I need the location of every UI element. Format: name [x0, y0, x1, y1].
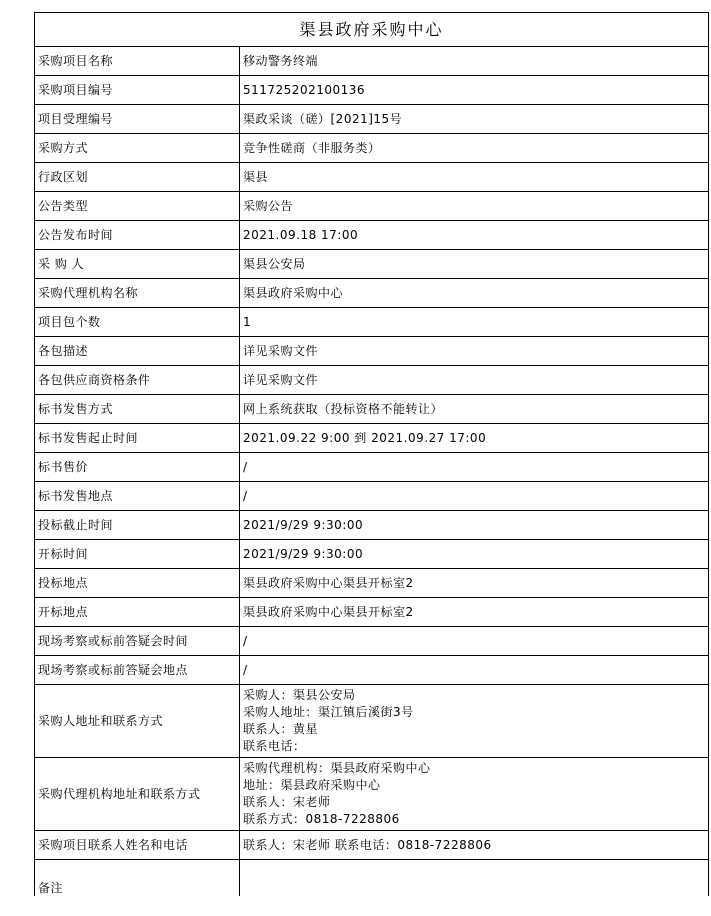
table-row — [35, 337, 709, 366]
row-value: 渠政采谈（磋）[2021]15号 — [240, 105, 709, 134]
purchaser-address: 采购人地址：渠江镇后溪街3号 — [243, 705, 414, 719]
row-value: 渠县政府采购中心渠县开标室2 — [240, 598, 709, 627]
row-label: 各包供应商资格条件 — [35, 366, 240, 395]
row-label: 公告发布时间 — [35, 221, 240, 250]
row-label: 采购代理机构地址和联系方式 — [35, 758, 240, 831]
agency-contact-row — [35, 758, 709, 831]
agency-address: 地址：渠县政府采购中心 — [243, 778, 381, 792]
row-value: 网上系统获取（投标资格不能转让） — [240, 395, 709, 424]
row-value: 2021.09.22 9:00 到 2021.09.27 17:00 — [240, 424, 709, 453]
row-label: 采购项目联系人姓名和电话 — [35, 831, 240, 860]
row-value: 渠县政府采购中心渠县开标室2 — [240, 569, 709, 598]
row-label: 项目包个数 — [35, 308, 240, 337]
row-label: 行政区划 — [35, 163, 240, 192]
row-value: / — [240, 627, 709, 656]
table-row — [35, 105, 709, 134]
row-label: 采购人地址和联系方式 — [35, 685, 240, 758]
row-label: 现场考察或标前答疑会地点 — [35, 656, 240, 685]
row-value: / — [240, 656, 709, 685]
table-row — [35, 47, 709, 76]
row-value: / — [240, 453, 709, 482]
table-row — [35, 656, 709, 685]
row-label: 开标地点 — [35, 598, 240, 627]
table-row — [35, 134, 709, 163]
row-label: 采购代理机构名称 — [35, 279, 240, 308]
row-value: 2021/9/29 9:30:00 — [240, 540, 709, 569]
agency-name: 采购代理机构：渠县政府采购中心 — [243, 761, 431, 775]
table-row — [35, 395, 709, 424]
purchaser-name: 采购人：渠县公安局 — [243, 688, 356, 702]
row-value: 采购公告 — [240, 192, 709, 221]
project-contact-row — [35, 831, 709, 860]
table-row — [35, 192, 709, 221]
table-row — [35, 453, 709, 482]
table-row — [35, 511, 709, 540]
table-row — [35, 627, 709, 656]
row-label: 投标截止时间 — [35, 511, 240, 540]
purchaser-phone: 联系电话： — [243, 739, 306, 753]
row-value — [240, 860, 709, 897]
table-row — [35, 221, 709, 250]
row-label: 项目受理编号 — [35, 105, 240, 134]
table-row — [35, 424, 709, 453]
procurement-announcement — [34, 12, 708, 896]
row-label: 投标地点 — [35, 569, 240, 598]
row-value: 渠县公安局 — [240, 250, 709, 279]
row-label: 标书发售地点 — [35, 482, 240, 511]
purchaser-contact-person: 联系人：黄星 — [243, 722, 319, 736]
row-value — [240, 685, 709, 758]
page-title: 渠县政府采购中心 — [35, 13, 709, 47]
agency-contact-person: 联系人：宋老师 — [243, 795, 331, 809]
row-value — [240, 758, 709, 831]
table-row — [35, 366, 709, 395]
row-value: 联系人：宋老师 联系电话：0818-7228806 — [240, 831, 709, 860]
table-row — [35, 540, 709, 569]
table-row — [35, 163, 709, 192]
row-label: 现场考察或标前答疑会时间 — [35, 627, 240, 656]
row-label: 备注 — [35, 860, 240, 897]
title-row — [35, 13, 709, 47]
row-value: 2021.09.18 17:00 — [240, 221, 709, 250]
table-row — [35, 76, 709, 105]
row-label: 标书售价 — [35, 453, 240, 482]
row-value: 竞争性磋商（非服务类） — [240, 134, 709, 163]
row-value: 渠县政府采购中心 — [240, 279, 709, 308]
announcement-table — [34, 12, 709, 896]
table-row — [35, 279, 709, 308]
row-value: 移动警务终端 — [240, 47, 709, 76]
row-value: 渠县 — [240, 163, 709, 192]
row-label: 采 购 人 — [35, 250, 240, 279]
table-row — [35, 569, 709, 598]
row-label: 标书发售起止时间 — [35, 424, 240, 453]
row-label: 公告类型 — [35, 192, 240, 221]
row-label: 各包描述 — [35, 337, 240, 366]
remark-row — [35, 860, 709, 897]
purchaser-contact-row — [35, 685, 709, 758]
row-label: 标书发售方式 — [35, 395, 240, 424]
row-value: 2021/9/29 9:30:00 — [240, 511, 709, 540]
table-row — [35, 482, 709, 511]
row-label: 采购项目名称 — [35, 47, 240, 76]
table-row — [35, 598, 709, 627]
row-value: 511725202100136 — [240, 76, 709, 105]
row-value: 详见采购文件 — [240, 337, 709, 366]
row-label: 采购方式 — [35, 134, 240, 163]
row-value: / — [240, 482, 709, 511]
table-row — [35, 308, 709, 337]
row-label: 采购项目编号 — [35, 76, 240, 105]
row-label: 开标时间 — [35, 540, 240, 569]
agency-phone: 联系方式：0818-7228806 — [243, 812, 400, 826]
table-row — [35, 250, 709, 279]
row-value: 详见采购文件 — [240, 366, 709, 395]
row-value: 1 — [240, 308, 709, 337]
